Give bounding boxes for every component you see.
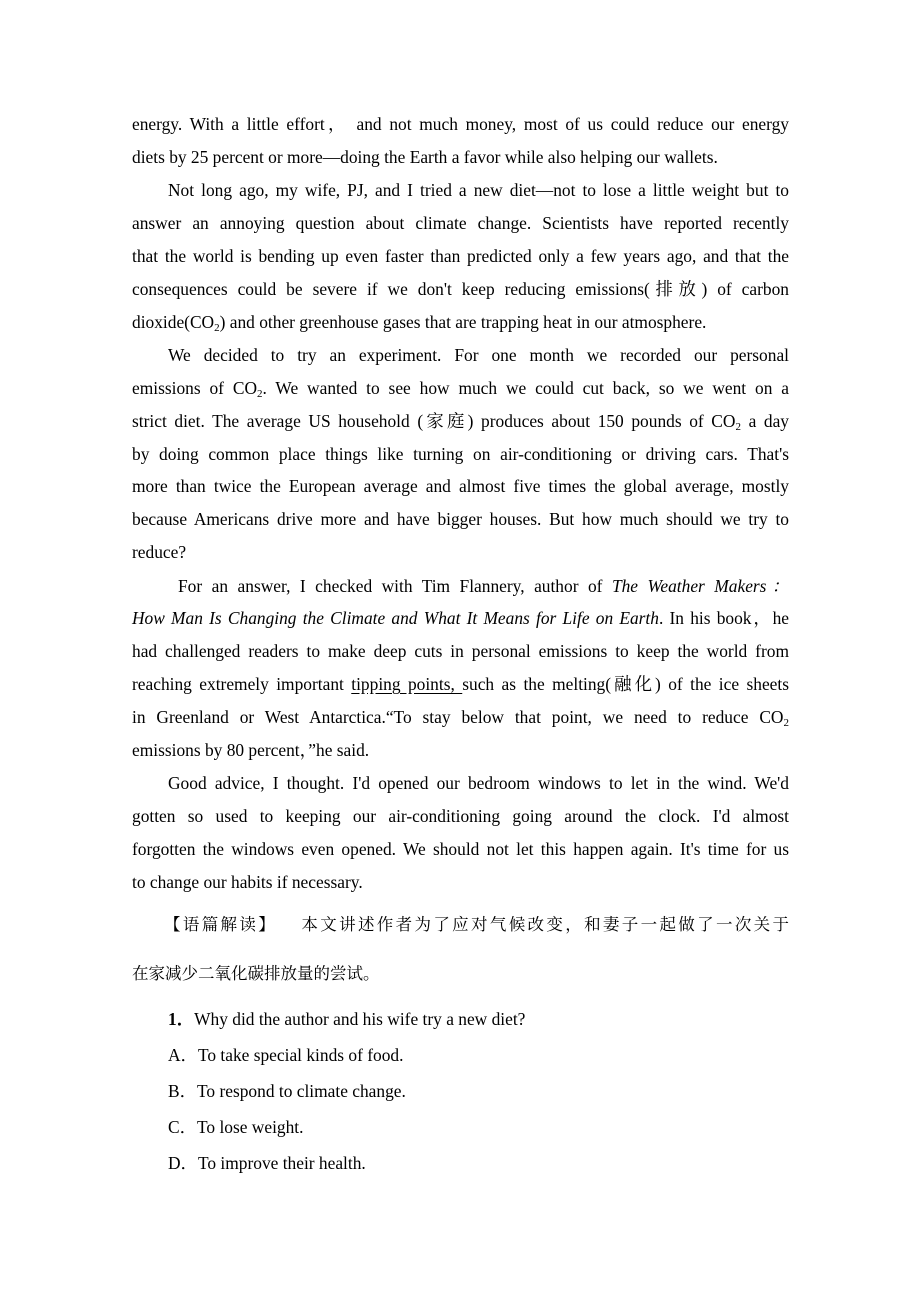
text-line: to change our habits if necessary. (132, 871, 363, 892)
option-text: To respond to climate change. (197, 1081, 406, 1101)
text-line: energy. With a little effort， and not much money, most of us could reduce our energy (132, 114, 789, 134)
text-line: $dioxide(CO_2)$ and other greenhouse gases that are trapping heat in our atmosphere. (132, 311, 707, 334)
question-1 (168, 1005, 525, 1030)
option-letter: C． (168, 1117, 197, 1137)
text-line: answer an annoying question about climate change. Scientists have reported recently (132, 213, 789, 234)
text-span: reaching extremely important (132, 673, 352, 694)
text-line: had challenged readers to make deep cuts in personal emissions to keep the world from (132, 641, 789, 662)
text-span: For an answer, I checked with Tim Flannery, author of (178, 575, 612, 596)
text-line: Good advice, I thought. I'd opened our bedroom windows to let in the wind. We'd (168, 773, 789, 794)
text-line: because Americans drive more and have bigger houses. But how much should we try to (132, 509, 789, 530)
text-line: forgotten the windows even opened. We should not let this happen again. It's time for us (132, 838, 789, 859)
passage (132, 108, 789, 898)
text-span: . In his book，he (658, 608, 789, 629)
text-line: reduce? (132, 541, 187, 562)
book-subtitle: How Man Is Changing the Climate and What It Means for Life on Earth (132, 608, 659, 629)
text-line: that the world is bending up even faster than predicted only a few years ago, and that the (132, 245, 789, 266)
text-line: in Greenland or West Antarctica.“To stay below that point, we need to reduce $CO_2$ (132, 706, 789, 729)
text-line: emissions of $CO_2$. We wanted to see how much we could cut back, so we went on a (132, 377, 789, 400)
paragraph-4 (132, 570, 789, 768)
paragraph-3 (132, 339, 789, 569)
text-line (132, 668, 789, 701)
text-line: more than twice the European average and almost five times the global average, mostly (132, 476, 789, 497)
text-line: We decided to try an experiment. For one month we recorded our personal (168, 345, 789, 366)
text-line: gotten so used to keeping our air-conditioning going around the clock. I'd almost (132, 805, 789, 826)
option-letter: A． (168, 1045, 198, 1065)
text-span: such as the melting(融化) of the ice sheets (462, 673, 789, 694)
text-line: Not long ago, my wife, PJ, and I tried a new diet—not to lose a little weight but to (168, 180, 789, 201)
option-letter: B． (168, 1081, 197, 1101)
text-line: by doing common place things like turning on air-conditioning or driving cars. That's (132, 443, 789, 464)
option-d[interactable] (168, 1149, 366, 1174)
passage-summary (132, 913, 789, 983)
summary-line-2: 在家减少二氧化碳排放量的尝试。 (132, 964, 380, 983)
summary-line-1 (132, 913, 789, 937)
option-text: To improve their health. (197, 1153, 366, 1173)
text-line: consequences could be severe if we don't keep reducing emissions(排放) of carbon (132, 278, 789, 299)
paragraph-2 (132, 174, 789, 339)
option-b[interactable] (168, 1077, 406, 1102)
paragraph-1 (132, 108, 789, 174)
summary-label: 【语篇解读】 (164, 915, 278, 934)
text-line (132, 570, 789, 603)
option-a[interactable] (168, 1041, 403, 1066)
text-line: diets by 25 percent or more—doing the Earth a favor while also helping our wallets. (132, 146, 718, 167)
underlined-phrase: tipping points, (351, 673, 463, 694)
option-c[interactable] (168, 1113, 304, 1138)
paragraph-5 (132, 767, 789, 898)
question-number: 1． (168, 1009, 195, 1029)
option-text: To take special kinds of food. (197, 1045, 404, 1065)
text-line: emissions by 80 percent，”he said. (132, 739, 370, 760)
question-text: Why did the author and his wife try a new diet? (194, 1009, 526, 1029)
option-text: To lose weight. (197, 1117, 304, 1137)
text-line (132, 602, 789, 635)
text-line: strict diet. The average US household (家庭) produces about 150 pounds of $CO_2$ a day (132, 410, 790, 433)
option-letter: D． (168, 1153, 198, 1173)
book-title: The Weather Makers： (611, 575, 789, 596)
summary-text: 本文讲述作者为了应对气候改变，和妻子一起做了一次关于 (299, 915, 789, 934)
